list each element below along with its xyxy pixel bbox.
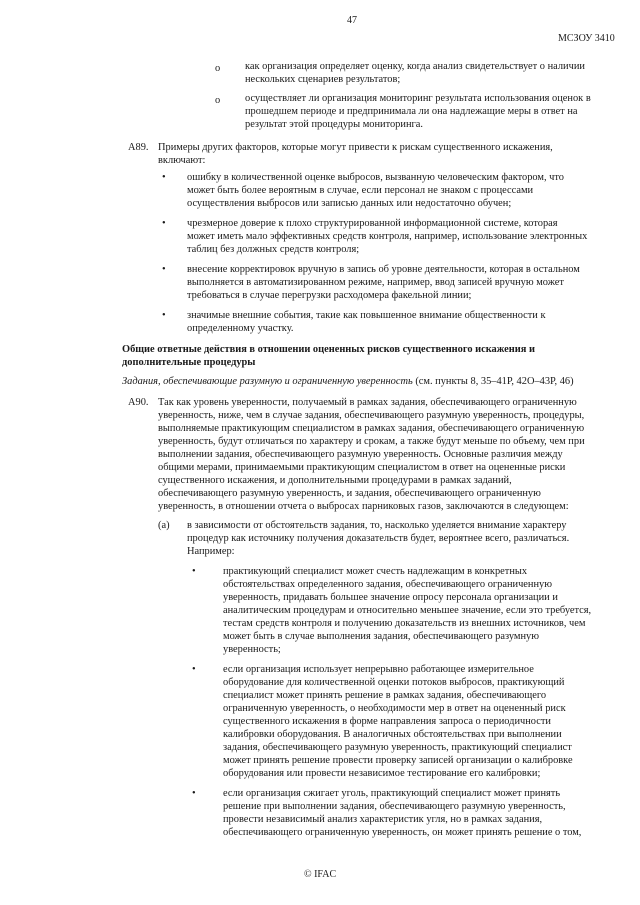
text-line: процедур как источнику получения доказательств будет, вероятнее всего, различаться. xyxy=(187,533,570,544)
text-line: значимые внешние события, такие как повышенное внимание общественности к xyxy=(187,310,546,321)
text-line: требоваться в случае перегрузки расходомера факельной линии; xyxy=(187,290,472,301)
text-line: определенному участку. xyxy=(187,323,294,334)
text-line: результат этой процедуры мониторинга. xyxy=(245,119,423,130)
paragraph-number: A89. xyxy=(128,142,149,153)
text-line: чрезмерное доверие к плохо структурированной информационной системе, которая xyxy=(187,218,558,229)
bullet-icon: • xyxy=(162,172,166,183)
text-line: обеспечивающего разумную уверенность, и задания, обеспечивающего ограниченную xyxy=(158,488,541,499)
sub-bullet-marker: o xyxy=(215,95,221,106)
text-line: существенного искажения в форме направления запроса о периодичности xyxy=(223,716,551,727)
sub-bullet-marker: o xyxy=(215,63,221,74)
text-line: задания, обеспечивающего разумную уверенность, практикующий специалист xyxy=(223,742,572,753)
text-line: внесение корректировок вручную в запись об уровне деятельности, которая в остальном xyxy=(187,264,580,275)
text-line: как организация определяет оценку, когда анализ свидетельствует о наличии xyxy=(245,61,585,72)
text-line: уверенность, будут отличаться по характеру и срокам, а также будут меньше по объему, чем при xyxy=(158,436,585,447)
text-line: практикующий специалист может счесть надлежащим в конкретных xyxy=(223,566,528,577)
subheading-title: Задания, обеспечивающие разумную и ограниченную уверенность xyxy=(122,376,413,387)
text-line: обстоятельствах определенного задания, обеспечивающего ограниченную xyxy=(223,579,553,590)
document-id: МСЗОУ 3410 xyxy=(558,33,615,44)
footer-copyright: © IFAC xyxy=(304,869,337,880)
text-line: провести независимый анализ характеристик угля, но в рамках задания, xyxy=(223,814,543,825)
text-line: ограниченную уверенность, о необходимости мер в ответ на оцененный риск xyxy=(223,703,566,714)
bullet-icon: • xyxy=(162,264,166,275)
bullet-icon: • xyxy=(192,566,196,577)
text-line: Так как уровень уверенности, получаемый в рамках задания, обеспечивающего ограниченную xyxy=(158,397,577,408)
bullet-icon: • xyxy=(192,664,196,675)
text-line: существенного искажения, и дополнительными процедурами в рамках заданий, xyxy=(158,475,512,486)
bullet-icon: • xyxy=(162,218,166,229)
text-line: аналитическим процедурам и относительно меньшее значение, если это требуется, xyxy=(223,605,592,616)
text-line: обеспечивающего ограниченную уверенность, он может принять решение о том, xyxy=(223,827,582,838)
text-line: прошедшем периоде и предпринимала ли она надлежащие меры в ответ на xyxy=(245,106,578,117)
text-line: уверенность, придавать большее значение опросу персонала организации и xyxy=(223,592,558,603)
text-line: если организация сжигает уголь, практикующий специалист может принять xyxy=(223,788,561,799)
text-line: решение при выполнении задания, обеспечивающего разумную уверенность, xyxy=(223,801,566,812)
page-number: 47 xyxy=(347,15,357,26)
text-line: оборудование для количественной оценки потоков выбросов, практикующий xyxy=(223,677,565,688)
text-line: уверенность, в отношении отчета о выбросах парниковых газов, заключаются в следующем: xyxy=(158,501,569,512)
subheading-refs: (см. пункты 8, 35–41Р, 42О–43Р, 46) xyxy=(412,376,574,387)
text-line: в зависимости от обстоятельств задания, то, насколько уделяется внимание характеру xyxy=(187,520,567,531)
text-line: таблиц без должных средств контроля; xyxy=(187,244,360,255)
paragraph-number: A90. xyxy=(128,397,149,408)
text-line: выполняется в автоматизированном режиме, например, ввод записей вручную может xyxy=(187,277,564,288)
text-line: ошибку в количественной оценке выбросов, вызванную человеческим фактором, что xyxy=(187,172,565,183)
text-line: может принять решение провести проверку записей организации о калибровке xyxy=(223,755,573,766)
section-heading: Общие ответные действия в отношении оцененных рисков существенного искажения и xyxy=(122,344,535,355)
text-line: нескольких сценариев результатов; xyxy=(245,74,401,85)
text-line: включают: xyxy=(158,155,206,166)
list-marker: (a) xyxy=(158,520,170,531)
text-line: осуществляет ли организация мониторинг результата использования оценок в xyxy=(245,93,591,104)
text-line: общими мерами, принимаемыми практикующим специалистом в ответ на оцененные риски xyxy=(158,462,566,473)
bullet-icon: • xyxy=(192,788,196,799)
bullet-icon: • xyxy=(162,310,166,321)
section-heading: дополнительные процедуры xyxy=(122,357,256,368)
text-line: тестам средств контроля и получению доказательств из внешних источников, чем xyxy=(223,618,586,629)
text-line: может иметь мало эффективных средств контроля, например, использование электронных xyxy=(187,231,588,242)
text-line: специалист может принять решение в рамках задания, обеспечивающего xyxy=(223,690,547,701)
text-line: может быть в случае выполнения задания, обеспечивающего разумную xyxy=(223,631,539,642)
text-line: если организация использует непрерывно работающее измерительное xyxy=(223,664,534,675)
text-line: оборудования или провести независимое тестирование его калибровки; xyxy=(223,768,541,779)
paragraph-text: Примеры других факторов, которые могут привести к рискам существенного искажения, xyxy=(158,142,553,153)
text-line: уверенность, ниже, чем в случае задания, обеспечивающего разумную уверенность, процедуры, xyxy=(158,410,585,421)
text-line: уверенность; xyxy=(223,644,281,655)
subheading xyxy=(122,375,574,388)
text-line: осуществления выбросов или записью данных или недостаточно обучен; xyxy=(187,198,512,209)
text-line: калибровки оборудования. В аналогичных обстоятельствах при выполнении xyxy=(223,729,562,740)
text-line: выполнении задания, обеспечивающего разумную уверенность. Основные различия между xyxy=(158,449,563,460)
text-line: может быть более вероятным в случае, если персонал не знаком с процессами xyxy=(187,185,534,196)
text-line: выполняемые практикующим специалистом в рамках задания, обеспечивающего ограниченную xyxy=(158,423,585,434)
text-line: Например: xyxy=(187,546,235,557)
